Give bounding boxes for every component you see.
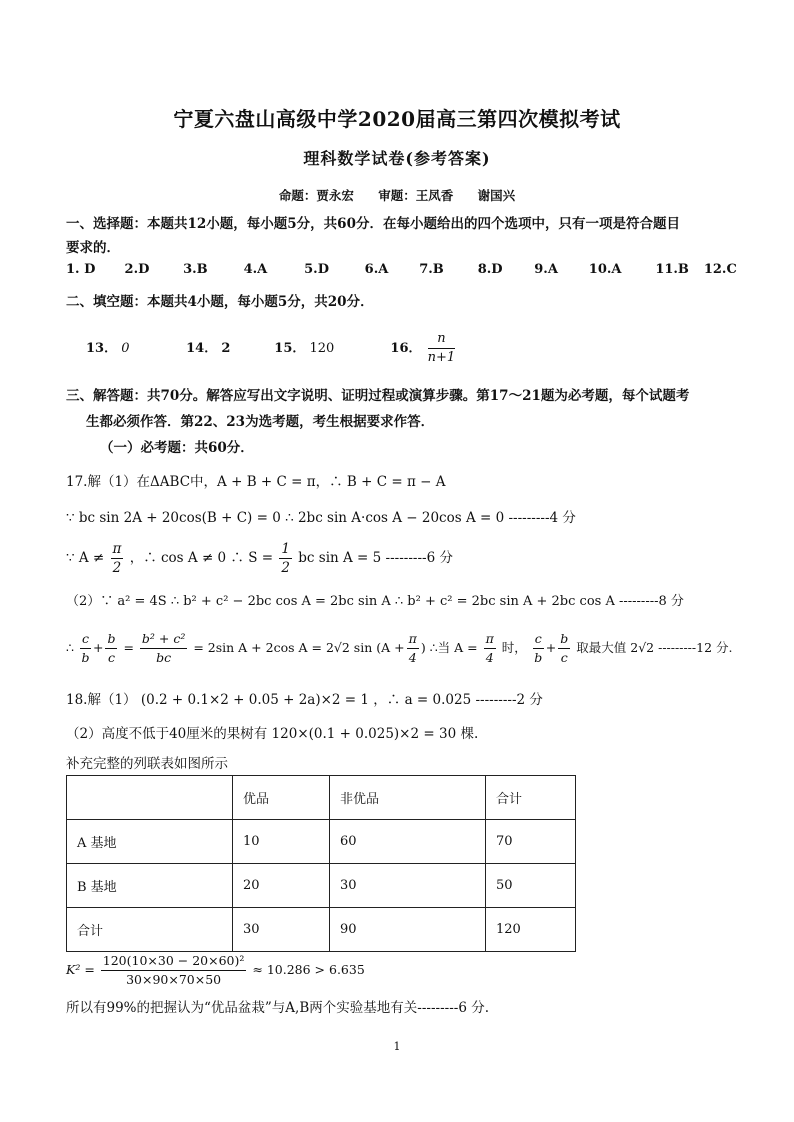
authors-line bbox=[0, 186, 794, 204]
table-cell: B 基地 bbox=[67, 864, 233, 908]
table-cell bbox=[67, 776, 233, 820]
author-reviewer-1: 审题：王凤香 bbox=[378, 188, 454, 203]
fraction: $\frac{1}{2}$ bbox=[281, 541, 290, 576]
q17-line-5: ∴ $\frac{c}{b}$ + $\frac{b}{c}$ = $\frac{\text{b² + c²}}{bc}$ = 2sin A + 2cos A = 2√2 sin (A + $\frac{\pi}{4}$ ) ∴当 A = $\frac{\pi}{4}$ 时， $\frac{c}{b}$ + $\frac{b}{c}$ 取最大值 2√2 ---------12 分. bbox=[66, 631, 733, 665]
table-cell: 90 bbox=[330, 908, 486, 952]
section3-heading: 三、解答题：共70分。解答应写出文字说明、证明过程或演算步骤。第17～21题为必考题，每个试题考 bbox=[66, 388, 690, 404]
fraction: $\frac{b}{c}$ bbox=[107, 631, 116, 665]
q17-line-3: ∵ A ≠ $\frac{\pi}{2}$ ，∴ cos A ≠ 0 ∴ S = $\frac{1}{2}$ bc sin A = 5 ---------6 分 bbox=[66, 541, 453, 576]
table-cell: 10 bbox=[233, 820, 330, 864]
table-cell: 60 bbox=[330, 820, 486, 864]
q18-conclusion: 所以有99%的把握认为“优品盆栽”与A,B两个实验基地有关---------6 分. bbox=[66, 1000, 489, 1016]
fraction: $\frac{c}{b}$ bbox=[534, 631, 543, 665]
answer-item: 3.B bbox=[183, 262, 208, 277]
fill-answers-row bbox=[86, 330, 457, 367]
table-row bbox=[67, 908, 576, 952]
answer-item: 6.A bbox=[364, 262, 389, 277]
table-cell: 非优品 bbox=[330, 776, 486, 820]
answer-item: 12.C bbox=[703, 262, 737, 277]
q18-line-1: 18.解（1） (0.2 + 0.1×2 + 0.05 + 2a)×2 = 1 ，∴ a = 0.025 ---------2 分 bbox=[66, 692, 543, 708]
table-cell: 优品 bbox=[233, 776, 330, 820]
table-cell: 30 bbox=[330, 864, 486, 908]
section2-heading: 二、填空题：本题共4小题，每小题5分，共20分． bbox=[66, 294, 374, 310]
answer-item: 8.D bbox=[477, 262, 503, 277]
q17-line-2: ∵ bc sin 2A + 20cos(B + C) = 0 ∴ 2bc sin A·cos A − 20cos A = 0 ---------4 分 bbox=[66, 510, 576, 526]
fraction: $\frac{\pi}{4}$ bbox=[408, 631, 417, 665]
table-cell: 合计 bbox=[486, 776, 576, 820]
table-cell: 合计 bbox=[67, 908, 233, 952]
table-cell: 70 bbox=[486, 820, 576, 864]
fraction: $\frac{\pi}{2}$ bbox=[112, 541, 122, 576]
q18-line-2: （2）高度不低于40厘米的果树有 120×(0.1 + 0.025)×2 = 30 棵. bbox=[66, 726, 479, 742]
page-number: 1 bbox=[393, 1040, 401, 1053]
fill-item: 13． 0 bbox=[86, 341, 130, 356]
table-row bbox=[67, 776, 576, 820]
page-title: 宁夏六盘山高级中学2020届高三第四次模拟考试 bbox=[173, 107, 621, 131]
table-cell: A 基地 bbox=[67, 820, 233, 864]
author-setter: 命题：贾永宏 bbox=[278, 188, 354, 203]
fraction: $\frac{\pi}{4}$ bbox=[485, 631, 494, 665]
fraction: $\frac{\text{120(10×30 − 20×60)²}}{30\times 90\times 70\times 50}$ bbox=[102, 953, 245, 987]
answer-item: 2.D bbox=[124, 262, 150, 277]
chi-square-formula: K² = $\frac{\text{120(10×30 − 20×60)²}}{30\times 90\times 70\times 50}$ ≈ 10.286 > 6.635 bbox=[66, 953, 365, 987]
author-reviewer-2: 谢国兴 bbox=[477, 188, 516, 203]
fraction: $\frac{n}{n+1}$ bbox=[427, 331, 456, 365]
answer-item: 1. D bbox=[66, 262, 96, 277]
table-cell: 50 bbox=[486, 864, 576, 908]
page-subtitle: 理科数学试卷(参考答案) bbox=[303, 149, 491, 168]
choice-answers-row bbox=[66, 262, 744, 277]
q17-line-1: 17.解（1）在ΔABC中，A + B + C = π，∴ B + C = π − A bbox=[66, 474, 446, 490]
answer-item: 4.A bbox=[243, 262, 268, 277]
contingency-table bbox=[66, 775, 576, 952]
answer-item: 10.A bbox=[588, 262, 622, 277]
answer-item: 5.D bbox=[304, 262, 329, 277]
section1-heading: 一、选择题：本题共12小题，每小题5分，共60分．在每小题给出的四个选项中，只有一项是符合题目 bbox=[66, 216, 680, 232]
q17-line-4: （2）∵ a² = 4S ∴ b² + c² − 2bc cos A = 2bc sin A ∴ b² + c² = 2bc sin A + 2bc cos A ---------8 分 bbox=[66, 594, 684, 609]
section1-heading-cont: 要求的． bbox=[66, 240, 120, 256]
table-row bbox=[67, 864, 576, 908]
answer-item: 7.B bbox=[419, 262, 444, 277]
fill-item: 15． 120 bbox=[274, 341, 335, 356]
table-cell: 120 bbox=[486, 908, 576, 952]
fill-item: 14． 2 bbox=[186, 341, 231, 356]
section3-subheading: （一）必考题：共60分． bbox=[100, 440, 254, 456]
answer-item: 11.B bbox=[655, 262, 689, 277]
fraction: $\frac{\text{b² + c²}}{bc}$ bbox=[141, 631, 186, 665]
table-row bbox=[67, 820, 576, 864]
fill-item: 16． $\frac{n}{n+1}$ bbox=[390, 331, 456, 365]
q18-line-3: 补充完整的列联表如图所示 bbox=[66, 756, 228, 772]
section3-heading-cont: 生都必须作答．第22、23为选考题，考生根据要求作答． bbox=[86, 414, 435, 430]
answer-item: 9.A bbox=[534, 262, 558, 277]
fraction: $\frac{b}{c}$ bbox=[560, 631, 569, 665]
table-cell: 20 bbox=[233, 864, 330, 908]
fraction: $\frac{c}{b}$ bbox=[81, 631, 90, 665]
table-cell: 30 bbox=[233, 908, 330, 952]
